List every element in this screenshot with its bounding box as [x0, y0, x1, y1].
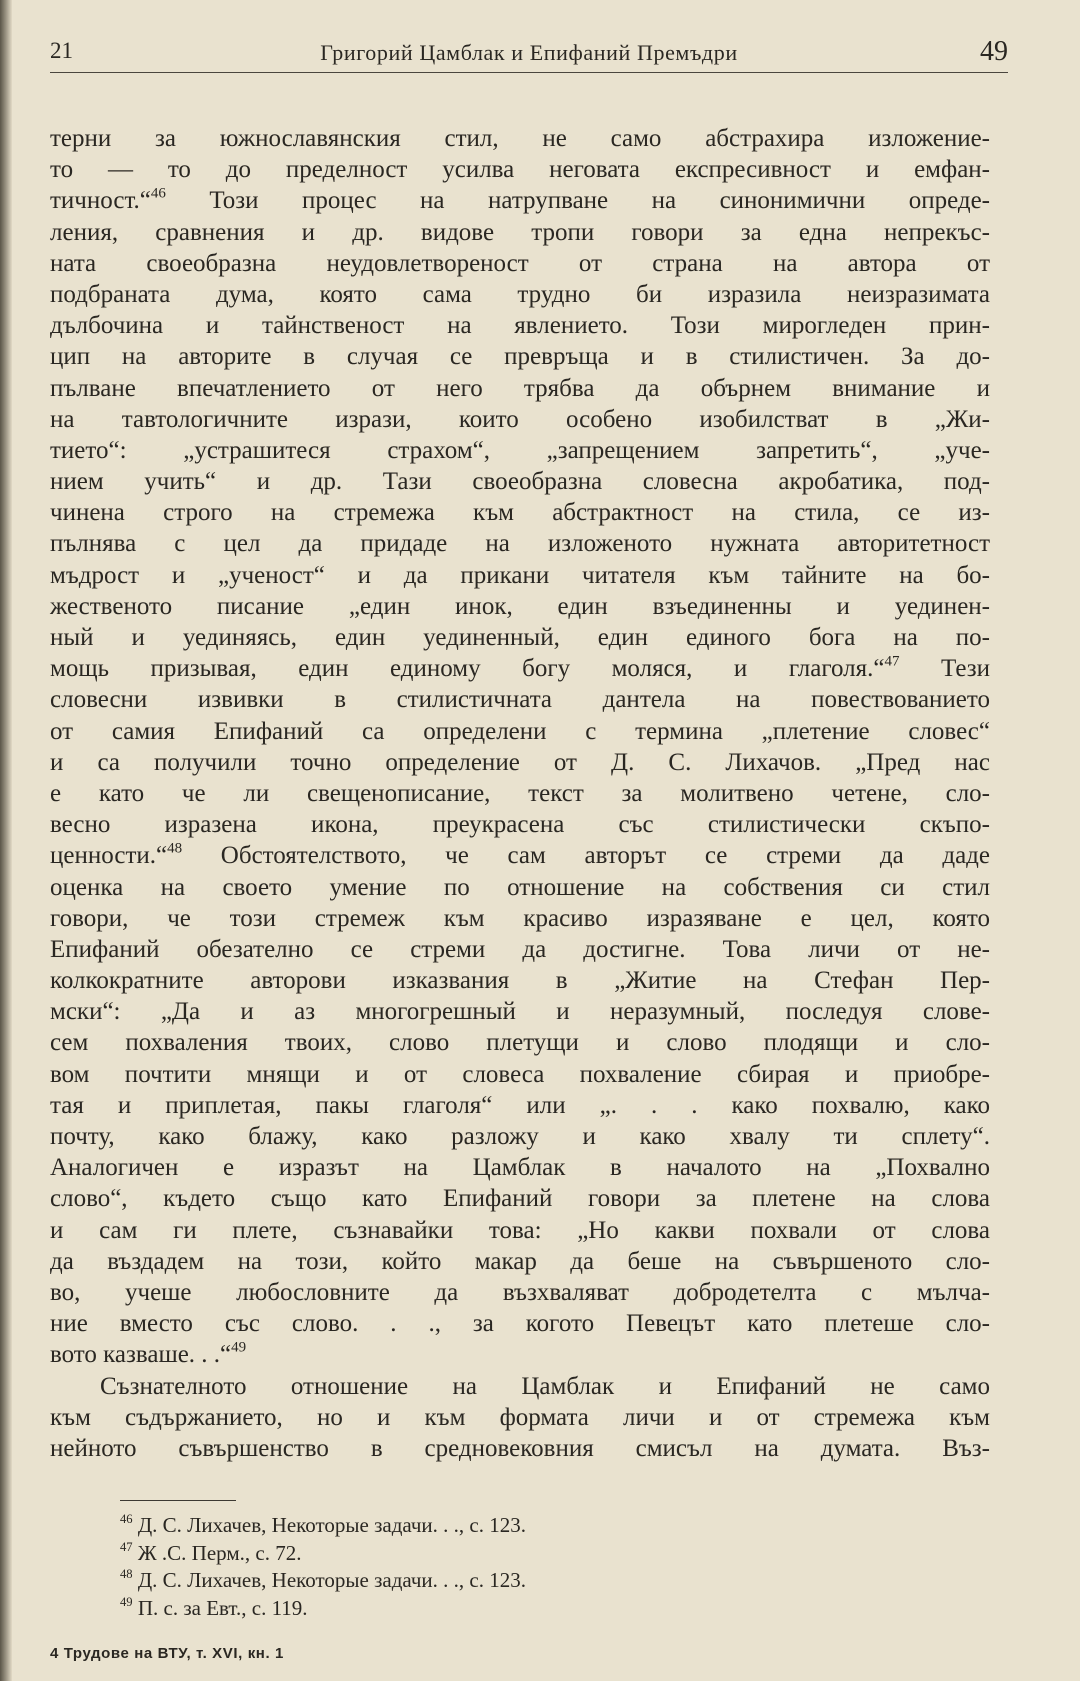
printer-signature: 4 Трудове на ВТУ, т. XVI, кн. 1 [50, 1645, 284, 1662]
footnote-reference: 47 [884, 653, 900, 670]
footnote-reference: 48 [167, 840, 183, 857]
text-segment: пълнява с цел да придаде на изложеното нужната авторитетност [50, 530, 990, 558]
text-line [50, 622, 990, 653]
text-segment: ние вместо със слово. . ., за когото Певецът като плетеше сло- [50, 1310, 990, 1338]
text-segment: тичност.“ [50, 187, 151, 215]
text-segment: сем похваления твоих, слово плетущи и слово плодящи и сло- [50, 1029, 990, 1057]
text-segment: мощь призывая, един единому богу моляся, и глаголя.“ [50, 655, 885, 683]
text-segment: ный и уединяясь, един уединенный, един единого бога на по- [50, 624, 990, 651]
text-line [50, 154, 990, 185]
text-line [50, 1402, 990, 1433]
footnotes [120, 1512, 526, 1622]
text-line [50, 716, 990, 747]
text-segment: мъдрост и „ученост“ и да прикани читателя към тайните на бо- [50, 561, 990, 589]
text-line [50, 341, 990, 372]
text-segment: подбраната дума, която сама трудно би изразила неизразимата [50, 280, 990, 308]
text-line [50, 466, 990, 497]
text-line [50, 248, 990, 279]
footnote-reference: 46 [150, 185, 166, 202]
footnote-number: 48 [120, 1567, 133, 1582]
text-line [50, 1059, 990, 1090]
text-line [50, 1277, 990, 1308]
text-segment: Епифаний обезателно се стреми да достигне. Това личи от не- [50, 935, 990, 963]
footnote-number: 46 [120, 1512, 133, 1527]
text-line [50, 809, 990, 840]
text-line [50, 404, 990, 435]
footnote-text: Д. С. Лихачев, Некоторые задачи. . ., с. 123. [137, 1513, 526, 1537]
text-line [50, 684, 990, 715]
text-segment: е като че ли свещенописание, текст за молитвено четене, сло- [50, 779, 990, 807]
footnote-text: Ж .С. Перм., с. 72. [137, 1540, 302, 1565]
text-line [50, 840, 990, 871]
text-segment: колкократните авторови изказвания в „Житие на Стефан Пер- [50, 967, 990, 995]
page-binding-edge [0, 0, 12, 1681]
text-line [50, 1433, 990, 1464]
footnote-text: Д. С. Лихачев, Некоторые задачи. . ., с. 123. [137, 1568, 526, 1592]
text-segment: во, учеше любословните да възхваляват добродетелта с мълча- [50, 1278, 990, 1306]
text-segment: вото казваше. . .“ [50, 1341, 232, 1369]
text-segment: словесни извивки в стилистичната дантела на повествованието [50, 686, 990, 714]
footnote-text: П. с. за Евт., с. 119. [137, 1595, 308, 1620]
text-line [50, 747, 990, 778]
text-line [50, 528, 990, 559]
running-head [50, 38, 1008, 73]
text-line [50, 778, 990, 809]
text-line [50, 872, 990, 903]
text-segment: вом почтити мнящи и от словеса похваление сбирая и приобре- [50, 1060, 990, 1088]
section-number: 21 [50, 38, 73, 63]
text-segment: почту, како блажу, како разложу и како хвалу ти сплету“. [50, 1123, 990, 1150]
text-line [50, 497, 990, 528]
text-line [50, 185, 990, 216]
text-line [50, 1121, 990, 1152]
text-segment: чинена строго на стремежа към абстрактност на стила, се из- [50, 499, 990, 527]
text-segment: ления, сравнения и др. видове тропи говори за една непрекъс- [50, 218, 990, 246]
text-segment: говори, че този стремеж към красиво изразяване е цел, която [50, 904, 990, 932]
text-line [50, 903, 990, 934]
text-line [50, 934, 990, 965]
footnote [120, 1595, 526, 1623]
text-segment: весно изразена икона, преукрасена със стилистически скъпо- [50, 811, 990, 839]
text-segment: то — то до пределност усилва неговата експресивност и емфан- [50, 156, 990, 184]
text-segment: от самия Епифаний са определени с термина „плетение словес“ [50, 717, 990, 745]
text-segment: на тавтологичните изрази, които особено изобилстват в „Жи- [50, 405, 990, 433]
text-line [50, 1246, 990, 1277]
text-segment: дълбочина и тайнственост на явлението. Този мирогледен прин- [50, 312, 990, 340]
text-line [50, 373, 990, 404]
text-line [50, 279, 990, 310]
text-line [50, 1090, 990, 1121]
text-segment: ната своеобразна неудовлетвореност от страна на автора от [50, 249, 990, 277]
footnote [120, 1567, 526, 1595]
text-line [50, 1027, 990, 1058]
text-segment: терни за южнославянския стил, не само абстрахира изложение- [50, 125, 990, 152]
text-segment: оценка на своето умение по отношение на собствения си стил [50, 873, 990, 901]
text-segment: слово“, където също като Епифаний говори за плетене на слова [50, 1185, 990, 1213]
text-segment: тието“: „устрашитеся страхом“, „запрещением запретить“, „уче- [50, 436, 990, 464]
text-line [50, 965, 990, 996]
text-segment: тая и приплетая, пакы глаголя“ или „. . . како похвалю, како [50, 1091, 990, 1119]
body-text [50, 123, 990, 1464]
text-line [50, 1371, 990, 1402]
text-segment: ценности.“ [50, 842, 168, 870]
text-line [50, 435, 990, 466]
text-line [50, 310, 990, 341]
running-title: Григорий Цамблак и Епифаний Премъдри [320, 40, 738, 65]
text-segment: мски“: „Да и аз многогрешный и неразумный, последуя слове- [50, 998, 990, 1026]
text-segment: и са получили точно определение от Д. С. Лихачов. „Пред нас [50, 748, 990, 776]
text-line [50, 1152, 990, 1183]
text-line [50, 1308, 990, 1339]
footnote-reference: 49 [231, 1339, 247, 1356]
text-segment: и сам ги плете, съзнавайки това: „Но какви похвали от слова [50, 1216, 990, 1244]
text-segment: нейното съвършенство в средновековния смисъл на думата. Въз- [50, 1434, 990, 1462]
text-segment: пълване впечатлението от него трябва да обърнем внимание и [50, 374, 990, 402]
text-line [50, 1339, 990, 1370]
text-line [50, 217, 990, 248]
text-segment: Тези [899, 655, 990, 683]
text-segment: да въздадем на този, който макар да беше на съвършеното сло- [50, 1247, 990, 1275]
text-line [50, 653, 990, 684]
text-segment: към съдържанието, но и към формата личи и от стремежа към [50, 1403, 990, 1431]
text-segment: Съзнателното отношение на Цамблак и Епифаний не само [100, 1372, 990, 1400]
text-line [50, 996, 990, 1027]
text-line [50, 1215, 990, 1246]
text-segment: Този процес на натрупване на синонимични опреде- [165, 187, 990, 215]
text-line [50, 123, 990, 154]
text-segment: Аналогичен е изразът на Цамблак в началото на „Похвално [50, 1154, 990, 1182]
text-line [50, 1183, 990, 1214]
text-line [50, 560, 990, 591]
text-segment: жественото писание „един инок, един взъединенны и уединен- [50, 592, 990, 620]
footnote [120, 1512, 526, 1540]
footnote-number: 47 [120, 1539, 133, 1554]
text-segment: нием учить“ и др. Тази своеобразна словесна акробатика, под- [50, 468, 990, 496]
footnote-separator [120, 1500, 236, 1501]
footnote [120, 1540, 526, 1568]
text-segment: цип на авторите в случая се превръща и в стилистичен. За до- [50, 343, 990, 371]
footnote-number: 49 [120, 1594, 133, 1609]
page-number: 49 [980, 36, 1008, 67]
text-line [50, 591, 990, 622]
text-segment: Обстоятелството, че сам авторът се стреми да даде [182, 842, 990, 870]
